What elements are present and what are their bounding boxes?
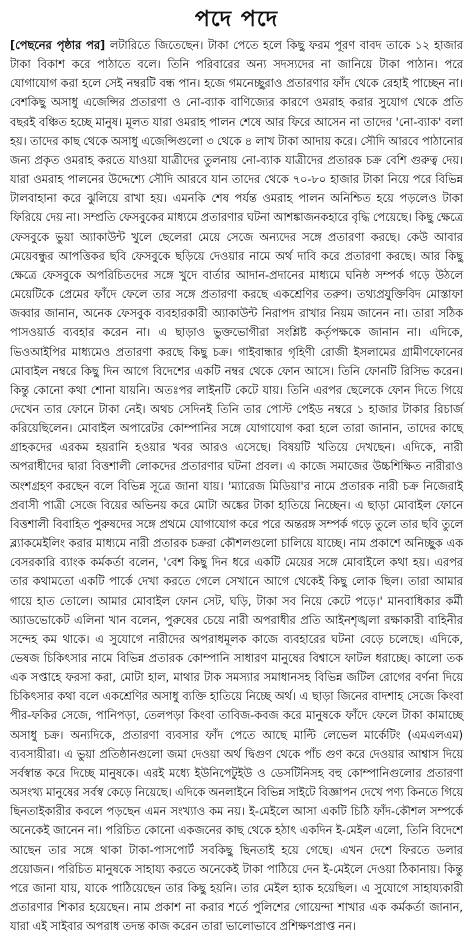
article-text: লটারিতে জিতেছেন। টাকা পেতে হলে কিছু ফরম পূরণ বাবদ তাকে ১২ হাজার টাকা বিকাশ করে পাঠাতে বলে। তিনি পরিবারের অন্য সদস্যদের না জানিয়ে টাকা পাঠান। পরে যোগাযোগ করা হলে সেই নম্বরটি বন্ধ পান। হজে গমনেচ্ছুরাও প্রতারণার ফাঁদ থেকে রেহাই পাচ্ছেন না। বেশকিছু অসাধু এজেন্সির প্রতারণা ও নো-ব্যাক বাণিজ্যের কারণে ওমরাহ করার সুযোগ থেকে প্রতি বছরই বঞ্চিত হচ্ছে মানুষ। মূলত যারা ওমরাহ পালন শেষে আর ফিরে আসেন না তাদের 'নো-ব্যাক' বলা হয়। তাদের কাছ থেকে অসাধু এজেন্সিগুলো ৩ থেকে ৪ লাখ টাকা আদায় করে। সৌদি আরবে পাঠানোর জন্য প্রকৃত ওমরাহ করতে যাওয়া যাত্রীদের তুলনায় নো-ব্যাক যাত্রীদের প্রতারক চক্র বেশি গুরুত্ব দেয়। যারা ওমরাহ পালনের উদ্দেশ্যে সৌদি আরবে যান তাদের থেকে ৭০-৮০ হাজার টাকা নিয়ে পরে বিভিন্ন টালবাহানা করে ঝুলিয়ে রাখা হয়। এমনকি শেষ পর্যন্ত ওমরাহ পালন অনিশ্চিত হয়ে পড়লেও টাকা ফিরিয়ে দেয় না। সম্প্রতি ফেসবুকের মাধ্যমে প্রতারণার ঘটনা আশঙ্কাজনকহারে বৃদ্ধি পেয়েছে। কিছু ক্ষেত্রে ফেসবুকে ভুয়া অ্যাকাউন্ট খুলে ছেলেরা মেয়ে সেজে অন্যদের সঙ্গে প্রতারণা করছে। কেউ আবার মেয়েবন্ধুর আপত্তিকর ছবি ফেসবুকে ছড়িয়ে দেওয়ার নামে অর্থ দাবি করে প্রতারণা করছে। আর কিছু ক্ষেত্রে ফেসবুকে অপরিচিতদের সঙ্গে খুদে বার্তার আদান-প্রদানের মাধ্যমে ঘনিষ্ঠ সম্পর্ক গড়ে উঠলে মেয়েটিকে প্রেমের ফাঁদে ফেলে তার সঙ্গে প্রতারণা করছে একশ্রেণির তরুণ। তথ্যপ্রযুক্তিবিদ মোস্তাফা জব্বার জানান, অনেক ফেসবুক ব্যবহারকারী অ্যাকাউন্ট নিরাপদ রাখার নিয়ম জানেন না। তারা সঠিক পাসওয়ার্ড ব্যবহার করেন না। এ ছাড়াও ভুক্তভোগীরা সংশ্লিষ্ট কর্তৃপক্ষকে জানান না। এদিকে, ভিওআইপির মাধ্যমেও প্রতারণা করছে কিছু চক্র। গাইবান্ধার গৃহিণী রোজী ইসলামের গ্রামীণফোনের মোবাইল নম্বরে কিছু দিন আগে বিদেশের একটি নম্বর থেকে ফোন আসে। তিনি ফোনটি রিসিভ করেন। কিন্তু কোনো কথা শোনা যায়নি। অতঃপর লাইনটি কেটে যায়। তিনি এরপর ছেলেকে ফোন দিতে গিয়ে দেখেন তার ফোনে টাকা নেই। অথচ সেদিনই তিনি তার পোস্ট পেইড নম্বরে ১ হাজার টাকার রিচার্জ করিয়েছিলেন। মোবাইল অপারেটর কোম্পানির সঙ্গে যোগাযোগ করা হলে তারা জানান, তাদের কাছে গ্রাহকদের এরকম হয়রানি হওয়ার খবর আরও এসেছে। বিষয়টি খতিয়ে দেখছেন। এদিকে, নারী অপরাধীদের দ্বারা বিত্তশালী লোকদের প্রতারণার ঘটনা প্রবল। এ কাজে সমাজের উচ্চশিক্ষিত নারীরাও অংশগ্রহণ করছেন বলে বিভিন্ন সূত্রে জানা যায়। 'ম্যারেজ মিডিয়া'র নামে প্রতারক নারী চক্র নিজেরাই প্রবাসী পাত্রী সেজে বিয়ের অভিনয় করে মোটা অঙ্কের টাকা হাতিয়ে নিচ্ছেন। এ ছাড়া মোবাইল ফোনে বিত্তশালী বিবাহিত পুরুষদের সঙ্গে প্রথমে যোগাযোগ করে পরে অন্তরঙ্গ সম্পর্ক গড়ে তুলে তার ছবি তুলে ব্ল্যাকমেইলিং করার মাধ্যমে নারী প্রতারক চক্ররা কৌশলগুলো চালিয়ে যাচ্ছে। নাম প্রকাশে অনিচ্ছুক এক বেসরকারি ব্যাংক কর্মকর্তা বলেন, 'বেশ কিছু দিন ধরে একটি মেয়ের সঙ্গে মোবাইলে কথা হয়। এরপর তার কথামতো একটি পার্কে দেখা করতে গেলে সেখানে আগে থেকেই কিছু লোক ছিল। তারা আমার গায়ে হাত তোলে। আমার মোবাইল ফোন সেট, ঘড়ি, টাকা সব নিয়ে কেটে পড়ে।' মানবাধিকার কর্মী অ্যাডভোকেট এলিনা খান বলেন, পুরুষের চেয়ে নারী অপরাধীর প্রতি আইনশৃঙ্খলা রক্ষাকারী বাহিনীর সন্দেহ কম থাকে। এ সুযোগে নারীদের অপরাধমূলক কাজে ব্যবহারের ঘটনা বেড়ে চলেছে। এদিকে, ভেষজ চিকিৎসার নামে বিভিন্ন প্রতারক কোম্পানি সাধারণ মানুষের বিশ্বাসে ফাটল ধরাচ্ছে। কালো তক এক সপ্তাহে ফরসা করা, মোটা হাল, মাথার টাক সমস্যার সমাধানসহ বিভিন্ন জটিল রোগের বর্ণনা দিয়ে চিকিৎসার কথা বলে একশ্রেণির অসাধু ব্যক্তি হাতিয়ে নিচ্ছে অর্থ। এ ছাড়া জিনের বাদশাহ সেজে কিংবা পীর-ফকির সেজে, পানিপড়া, তেলপড়া কিংবা তাবিজ-কবজ করে মানুষকে ফাঁদে ফেলে টাকা কামাচ্ছে অসাধু চক্র। অন্যদিকে, প্রতারণা ব্যবসার ফাঁদ পেতে আছে মাল্টি লেভেল মার্কেটিং (এমএলএম) ব্যবসায়ীরা। এ ভুয়া প্রতিষ্ঠানগুলো জমা দেওয়া অর্থ দ্বিগুণ থেকে পাঁচ গুণ করে দেওয়ার আশ্বাস দিয়ে সর্বস্বান্ত করে দিচ্ছে মানুষকে। এরই মধ্যে ইউনিপেটুইউ ও ডেসটিনিসহ বহু কোম্পানিগুলোর প্রতারণা অসংখ্য মানুষের সর্বস্ব কেড়ে নিয়েছে। এদিকে অনলাইনে বিভিন্ন সাইটে বিজ্ঞাপন দেখে পণ্য কিনতে গিয়ে ছিনতাইকারীর কবলে পড়ছেন এমন সংখ্যাও কম নয়। ই-মেইলে আসা একটি চিঠি ফাঁদ-কৌশল সম্পর্কে অনেকেই জানেন না। পরিচিত কোনো একজনের কাছ থেকে হঠাৎ একদিন ই-মেইল এলো, তিনি বিদেশে আছেন তার সঙ্গে থাকা টাকা-পাসপোর্ট সবকিছু ছিনতাই হয়ে গেছে। এখন দেশে ফিরতে ডলার প্রয়োজন। পরিচিত মানুষকে সাহায্য করতে অনেকেই টাকা পাঠিয়ে দেন ই-মেইলে দেওয়া ঠিকানায়। কিন্তু পরে জানা যায়, যাকে পাঠিয়েছেন তার কিছু হয়নি। তার মেইল হ্যাক হয়েছিল। এ সুযোগে সাহায্যকারী প্রতারণার শিকার হয়েছেন। নাম প্রকাশ না করার শর্তে পুলিশের গোয়েন্দা শাখার এক কর্মকর্তা জানান, যারা এই সাইবার অপরাধ তদন্ত কাজ করেন তারা ভালোভাবে প্রশিক্ষণপ্রাপ্ত নন। (10, 39, 463, 934)
article-body (10, 36, 463, 936)
headline: পদে পদে (194, 6, 279, 32)
jump-label: [পেছনের পৃষ্ঠার পর] (10, 39, 106, 52)
